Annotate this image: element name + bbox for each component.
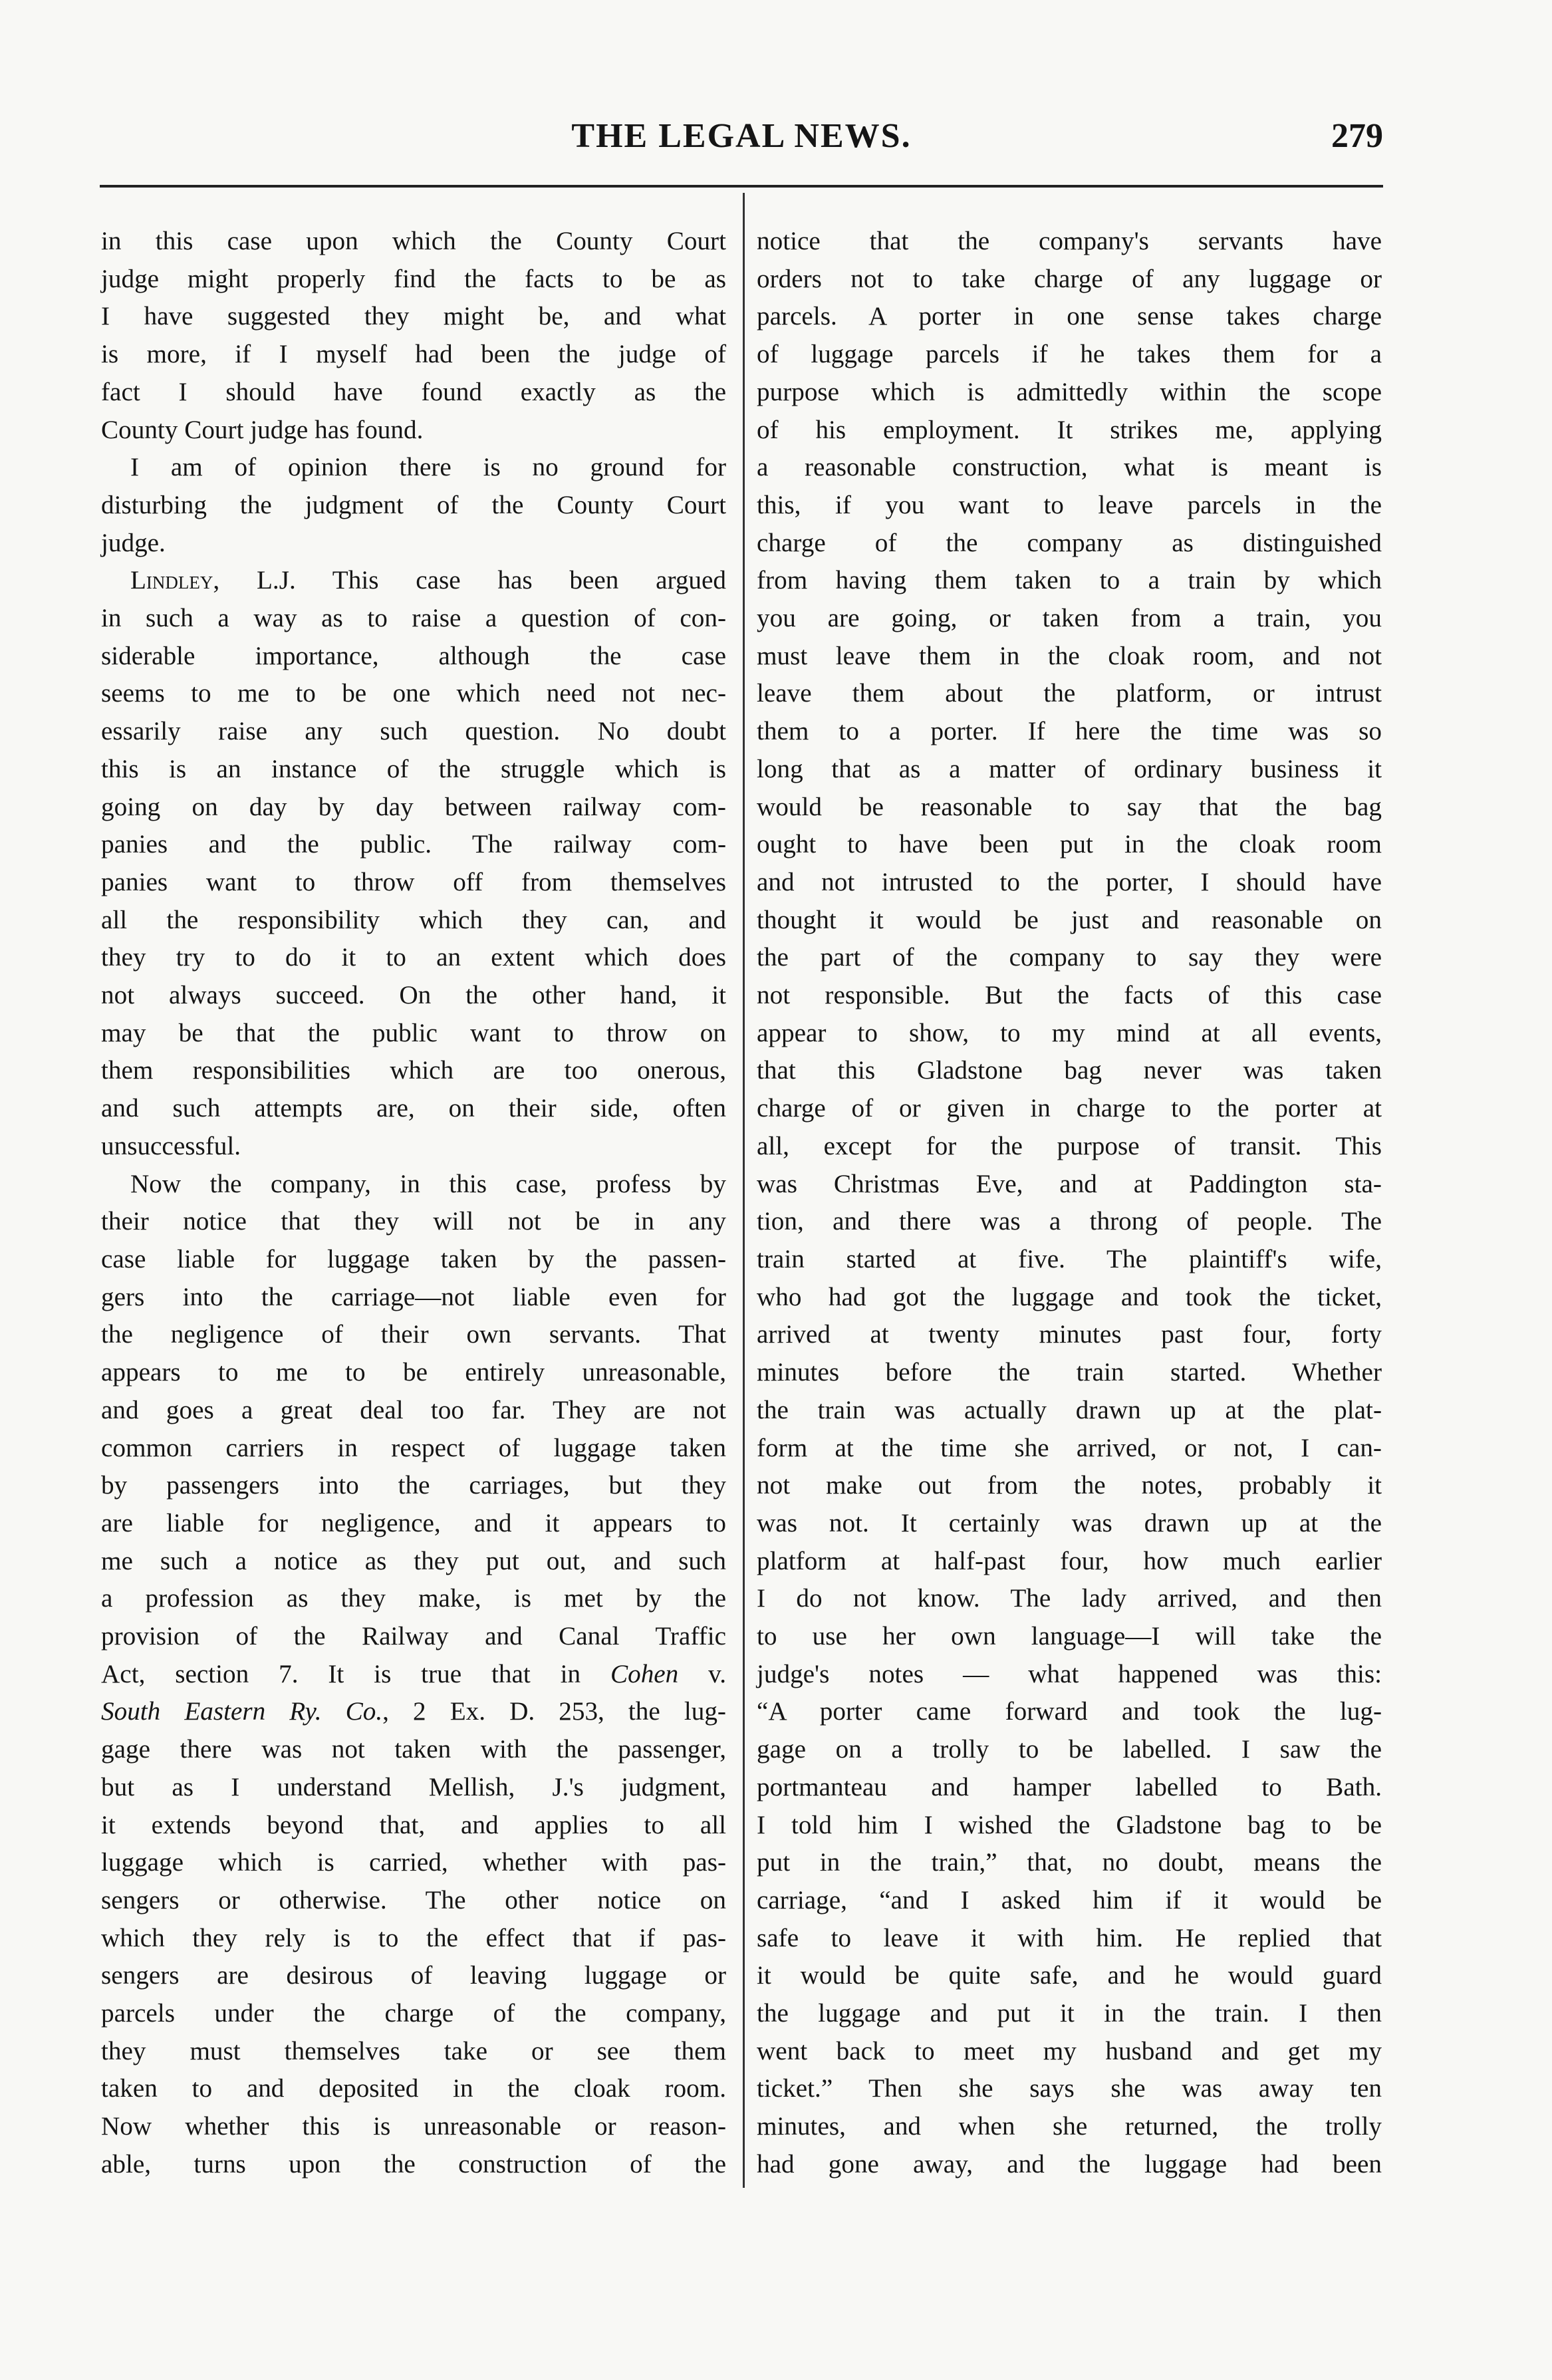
text-line: all, except for the purpose of transit. This [757,1131,1382,1160]
text-line: but as I understand Mellish, J.'s judgment, [101,1772,726,1801]
text-line: not make out from the notes, probably it [757,1471,1382,1500]
text-line: them to a porter. If here the time was so [757,717,1382,746]
text-line: sengers or otherwise. The other notice on [101,1885,726,1915]
judge-name: Lindley, L.J. [130,566,296,595]
text-line: parcels. A porter in one sense takes charge [757,302,1382,331]
text-line: gers into the carriage—not liable even for [101,1282,726,1311]
text-line: thought it would be just and reasonable on [757,905,1382,934]
text-line: seems to me to be one which need not nec- [101,679,726,708]
text-line: appears to me to be entirely unreasonable, [101,1358,726,1387]
text-line: platform at half-past four, how much earlier [757,1546,1382,1575]
text-line: you are going, or taken from a train, you [757,604,1382,633]
text-line: them responsibilities which are too onerous, [101,1056,726,1085]
text-line: they must themselves take or see them [101,2036,726,2065]
text-line: gage there was not taken with the passenger, [101,1735,726,1764]
text-line: in this case upon which the County Court [101,227,726,255]
text-line: luggage which is carried, whether with pas- [101,1848,726,1877]
text-line: it extends beyond that, and applies to all [101,1810,726,1839]
header-rule [100,185,1383,188]
running-title: THE LEGAL NEWS. [571,117,912,155]
text-line: of his employment. It strikes me, applying [757,415,1382,444]
text-line [101,562,726,600]
paragraph [101,223,726,449]
text-line: appear to show, to my mind at all events, [757,1018,1382,1047]
text-line: able, turns upon the construction of the [101,2149,726,2179]
text-line: a reasonable construction, what is meant is [757,453,1382,482]
left-column [101,223,726,2184]
text-line: charge of the company as distinguished [757,528,1382,557]
text-line: essarily raise any such question. No doubt [101,717,726,746]
text-line: from having them taken to a train by which [757,566,1382,595]
text-line: who had got the luggage and took the ticket, [757,1282,1382,1311]
text-fragment: , 2 Ex. D. 253, the lug- [382,1697,726,1726]
text-line: must leave them in the cloak room, and not [757,641,1382,670]
text-line: the train was actually drawn up at the plat- [757,1395,1382,1424]
text-line: judge's notes — what happened was this: [757,1659,1382,1688]
text-line: all the responsibility which they can, and [101,905,726,934]
text-line: minutes, and when she returned, the trolly [757,2112,1382,2141]
text-line: the luggage and put it in the train. I then [757,1999,1382,2028]
text-line: sengers are desirous of leaving luggage or [101,1961,726,1990]
text-line: this, if you want to leave parcels in the [757,490,1382,519]
text-line: is more, if I myself had been the judge of [101,340,726,369]
paragraph [101,562,726,1165]
text-line: arrived at twenty minutes past four, forty [757,1320,1382,1349]
text-line: of luggage parcels if he takes them for a [757,340,1382,369]
page-number: 279 [1331,117,1383,155]
case-name: Cohen [610,1659,679,1688]
text-line: ought to have been put in the cloak room [757,830,1382,859]
text-line: this is an instance of the struggle which is [101,754,726,783]
text-line: notice that the company's servants have [757,227,1382,255]
text-line: “A porter came forward and took the lug- [757,1697,1382,1726]
text-line: which they rely is to the effect that if pas- [101,1923,726,1952]
text-line: judge. [101,528,166,557]
text-line: went back to meet my husband and get my [757,2036,1382,2065]
text-line: it would be quite safe, and he would guard [757,1961,1382,1990]
text-line: and not intrusted to the porter, I should have [757,867,1382,896]
text-line: had gone away, and the luggage had been [757,2149,1382,2179]
text-line: put in the train,” that, no doubt, means the [757,1848,1382,1877]
text-line: was not. It certainly was drawn up at the [757,1508,1382,1537]
right-column [757,223,1382,2184]
text-line: case liable for luggage taken by the passen- [101,1244,726,1273]
text-line: safe to leave it with him. He replied that [757,1923,1382,1952]
text-fragment: Act, section 7. It is true that in [101,1659,581,1688]
text-line: taken to and deposited in the cloak room. [101,2074,726,2103]
text-line: the part of the company to say they were [757,943,1382,972]
text-line: panies and the public. The railway com- [101,830,726,859]
text-line: charge of or given in charge to the porter at [757,1094,1382,1123]
text-line: they try to do it to an extent which does [101,943,726,972]
text-line: are liable for negligence, and it appears to [101,1508,726,1537]
text-line: disturbing the judgment of the County Court [101,490,726,519]
text-line: was Christmas Eve, and at Paddington sta- [757,1169,1382,1198]
paragraph [757,223,1382,2184]
text-line: Now the company, in this case, profess by [130,1169,726,1198]
text-line: Now whether this is unreasonable or reason- [101,2112,726,2141]
text-line: panies want to throw off from themselves [101,867,726,896]
text-line: may be that the public want to throw on [101,1018,726,1047]
column-divider [743,193,745,2188]
text-line: their notice that they will not be in any [101,1207,726,1236]
text-line: unsuccessful. [101,1131,241,1160]
text-line: gage on a trolly to be labelled. I saw the [757,1735,1382,1764]
text-line: in such a way as to raise a question of con- [101,604,726,633]
text-line: and such attempts are, on their side, often [101,1094,726,1123]
paragraph [101,449,726,562]
text-line: to use her own language—I will take the [757,1622,1382,1651]
text-line: I am of opinion there is no ground for [130,453,726,482]
text-line: that this Gladstone bag never was taken [757,1056,1382,1085]
page-header [100,116,1383,176]
text-line: common carriers in respect of luggage taken [101,1433,726,1462]
text-line: by passengers into the carriages, but they [101,1471,726,1500]
text-line: orders not to take charge of any luggage or [757,264,1382,293]
text-line: judge might properly find the facts to be as [101,264,726,293]
text-line: portmanteau and hamper labelled to Bath. [757,1772,1382,1801]
text-line: long that as a matter of ordinary business it [757,754,1382,783]
text-line [101,1693,726,1731]
text-line: provision of the Railway and Canal Traffic [101,1622,726,1651]
text-line: fact I should have found exactly as the [101,377,726,406]
text-line: siderable importance, although the case [101,641,726,670]
text-line: I have suggested they might be, and what [101,302,726,331]
text-line [101,1656,726,1694]
text-line: parcels under the charge of the company, [101,1999,726,2028]
text-fragment: This case has been argued [295,566,726,595]
paragraph [101,1166,726,2184]
case-name: South Eastern Ry. Co. [101,1697,383,1726]
text-line: tion, and there was a throng of people. The [757,1207,1382,1236]
text-line: a profession as they make, is met by the [101,1584,726,1613]
text-line: the negligence of their own servants. That [101,1320,726,1349]
text-line: carriage, “and I asked him if it would be [757,1885,1382,1915]
text-line: not responsible. But the facts of this case [757,981,1382,1010]
text-line: would be reasonable to say that the bag [757,792,1382,821]
text-line: leave them about the platform, or intrust [757,679,1382,708]
text-line: form at the time she arrived, or not, I can- [757,1433,1382,1462]
text-line: not always succeed. On the other hand, it [101,981,726,1010]
text-line: I do not know. The lady arrived, and then [757,1584,1382,1613]
text-line: County Court judge has found. [101,415,424,444]
text-line: I told him I wished the Gladstone bag to be [757,1810,1382,1839]
text-line: me such a notice as they put out, and such [101,1546,726,1575]
text-fragment: v. [678,1659,726,1688]
text-line: purpose which is admittedly within the scope [757,377,1382,406]
text-line: minutes before the train started. Whether [757,1358,1382,1387]
text-line: going on day by day between railway com- [101,792,726,821]
text-line: train started at five. The plaintiff's wife, [757,1244,1382,1273]
text-line: ticket.” Then she says she was away ten [757,2074,1382,2103]
text-line: and goes a great deal too far. They are not [101,1395,726,1424]
